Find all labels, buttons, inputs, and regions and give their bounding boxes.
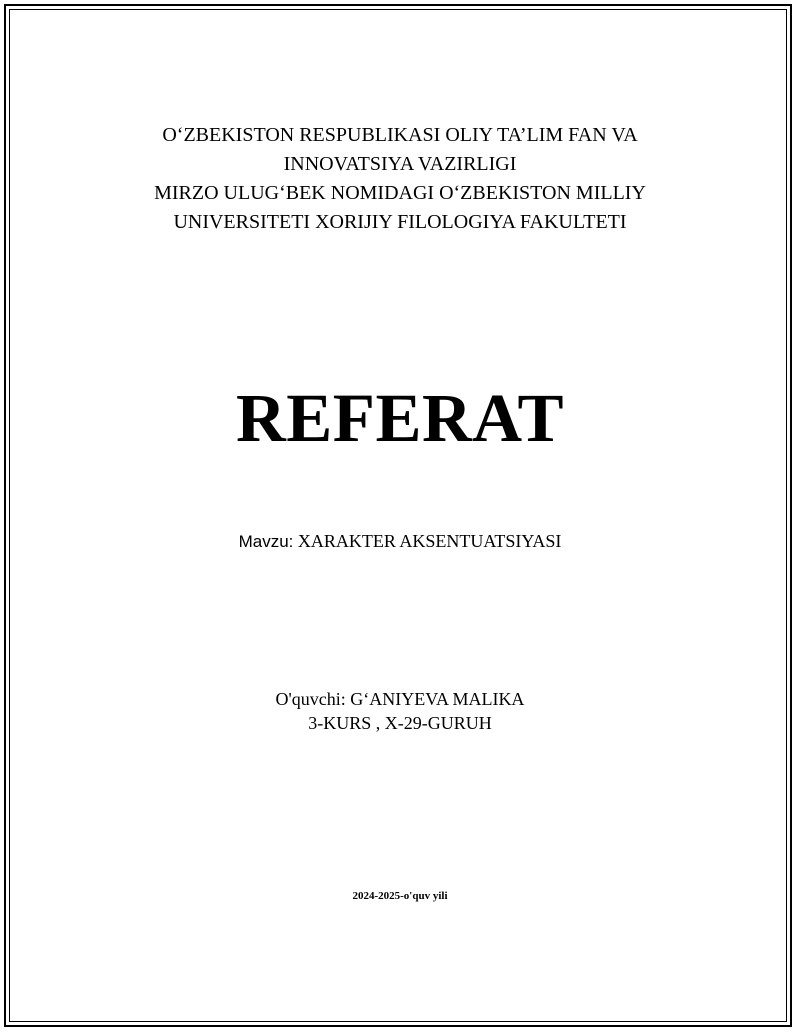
topic-line <box>0 529 800 554</box>
student-name: O'quvchi: G‘ANIYEVA MALIKA <box>275 689 525 709</box>
document-title: REFERAT <box>235 380 565 456</box>
institution-header-line: UNIVERSITETI XORIJIY FILOLOGIYA FAKULTETI <box>173 211 627 233</box>
academic-year: 2024-2025-o'quv yili <box>352 890 448 902</box>
institution-header-line: O‘ZBEKISTON RESPUBLIKASI OLIY TA’LIM FAN VA <box>162 124 638 146</box>
institution-header-line: INNOVATSIYA VAZIRLIGI <box>283 153 517 175</box>
topic-label: Mavzu: <box>238 532 294 551</box>
topic-value: XARAKTER AKSENTUATSIYASI <box>297 531 562 551</box>
institution-header <box>0 121 800 237</box>
institution-header-line: MIRZO ULUG‘BEK NOMIDAGI O‘ZBEKISTON MILLIY <box>154 182 646 204</box>
student-info <box>0 687 800 735</box>
student-group: 3-KURS , X-29-GURUH <box>308 713 492 733</box>
